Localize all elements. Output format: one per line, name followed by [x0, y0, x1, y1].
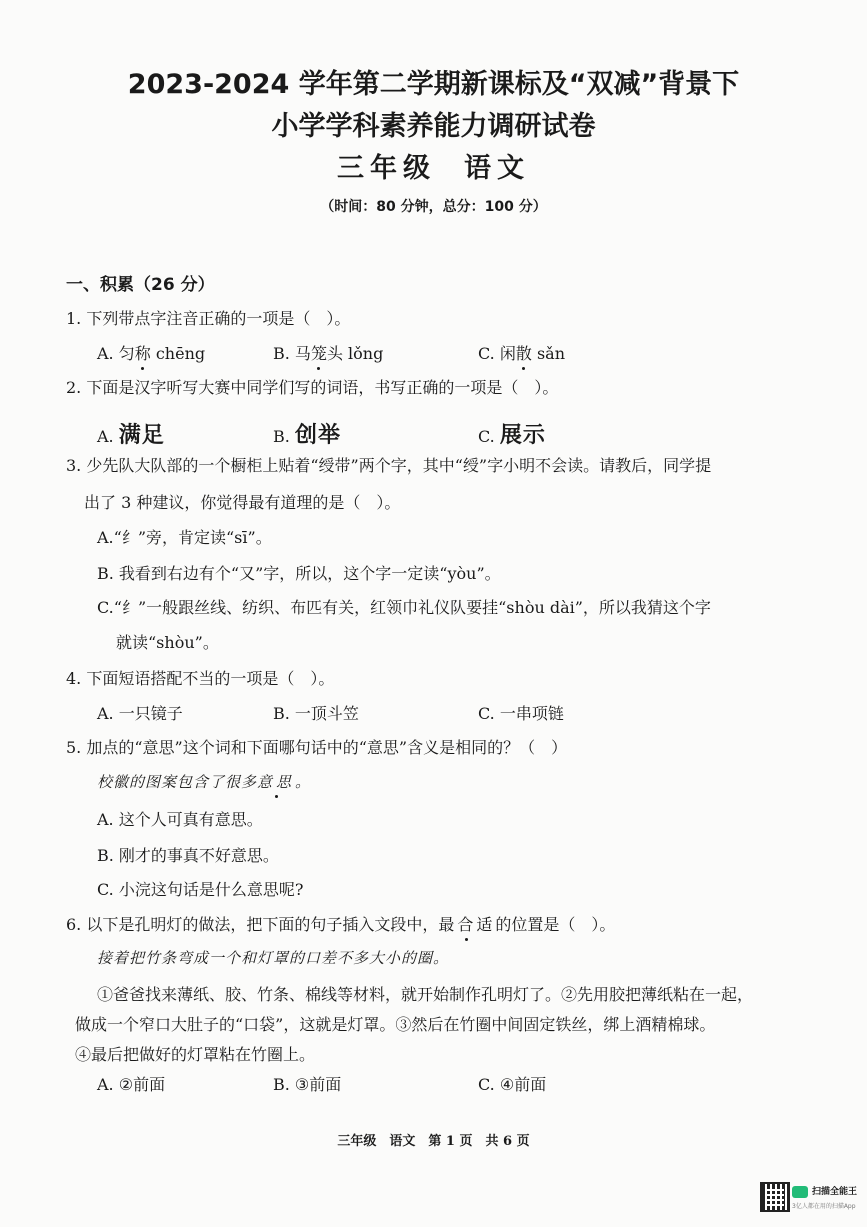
handwritten-word: 展示 [499, 422, 546, 448]
question-3-stem-line-1: 3. 少先队大队部的一个橱柜上贴着“绶带”两个字，其中“绶”字小明不会读。请教后，同学提 [66, 456, 712, 475]
question-6-option-c: C. ④前面 [478, 1075, 547, 1094]
handwritten-word: 创举 [294, 422, 341, 448]
title-line-1: 2023-2024 学年第二学期新课标及“双减”背景下 [127, 69, 740, 100]
question-2-stem: 2. 下面是汉字听写大赛中同学们写的词语，书写正确的一项是（ ）。 [66, 378, 559, 397]
question-4-option-c: C. 一串项链 [478, 704, 564, 723]
question-6-option-b: B. ③前面 [273, 1075, 342, 1094]
title-line-2: 小学学科素养能力调研试卷 [271, 111, 596, 142]
question-1-option-b: B. 马笼头 lǒng [273, 341, 383, 364]
question-5-option-b: B. 刚才的事真不好意思。 [97, 846, 279, 865]
scanner-logo-icon [792, 1186, 808, 1198]
question-2-option-c: C. 展示 [478, 422, 546, 448]
grade-label: 三年级 [337, 153, 436, 184]
scanner-tagline: 3亿人都在用的扫描App [792, 1203, 856, 1210]
question-1-stem: 1. 下列带点字注音正确的一项是（ ）。 [66, 309, 351, 328]
question-5-option-a: A. 这个人可真有意思。 [97, 810, 263, 829]
question-3-stem-line-2: 出了 3 种建议，你觉得最有道理的是（ ）。 [84, 493, 401, 512]
question-1-option-a: A. 匀称 chēng [97, 341, 205, 364]
question-5-stem: 5. 加点的“意思”这个词和下面哪句话中的“意思”含义是相同的？（ ） [66, 738, 568, 757]
section-heading: 一、积累（26 分） [66, 275, 215, 295]
scanner-watermark: 扫描全能王 [812, 1187, 858, 1197]
question-3-option-c-line-1: C.“纟”一般跟丝线、纺织、布匹有关，红领巾礼仪队要挂“shòu dài”，所以我猜这个字 [97, 598, 711, 617]
question-4-option-a: A. 一只镜子 [97, 704, 183, 723]
question-4-option-b: B. 一顶斗笠 [273, 704, 359, 723]
question-6-passage-line-3: ④最后把做好的灯罩粘在竹圈上。 [75, 1045, 316, 1064]
question-6-stem: 6. 以下是孔明灯的做法，把下面的句子插入文段中，最合适的位置是（ ）。 [66, 912, 615, 935]
question-2-option-b: B. 创举 [273, 422, 341, 448]
question-3-option-b: B. 我看到右边有个“又”字，所以，这个字一定读“yòu”。 [97, 564, 501, 583]
page-footer: 三年级 语文 第 1 页 共 6 页 [337, 1134, 530, 1149]
qr-code-icon [760, 1182, 790, 1212]
question-6-passage-line-1: ①爸爸找来薄纸、胶、竹条、棉线等材料，就开始制作孔明灯了。②先用胶把薄纸粘在一起， [97, 985, 754, 1004]
question-6-insert-sentence: 接着把竹条弯成一个和灯罩的口差不多大小的圈。 [97, 949, 450, 967]
question-3-option-a: A.“纟”旁，肯定读“sī”。 [97, 528, 272, 547]
question-4-stem: 4. 下面短语搭配不当的一项是（ ）。 [66, 669, 335, 688]
question-6-passage-line-2: 做成一个窄口大肚子的“口袋”，这就是灯罩。③然后在竹圈中间固定铁丝，绑上酒精棉球。 [75, 1015, 716, 1034]
question-2-option-a: A. 满足 [97, 422, 165, 448]
question-5-option-c: C. 小浣这句话是什么意思呢? [97, 880, 304, 899]
question-1-option-c: C. 闲散 sǎn [478, 341, 565, 364]
title-grade-subject [0, 146, 867, 185]
exam-info: （时间：80 分钟，总分：100 分） [320, 199, 547, 215]
subject-label: 语文 [464, 153, 530, 184]
handwritten-word: 满足 [118, 422, 165, 448]
question-3-option-c-line-2: 就读“shòu”。 [116, 633, 219, 652]
question-6-option-a: A. ②前面 [97, 1075, 166, 1094]
question-5-sentence: 校徽的图案包含了很多意思。 [97, 773, 312, 791]
